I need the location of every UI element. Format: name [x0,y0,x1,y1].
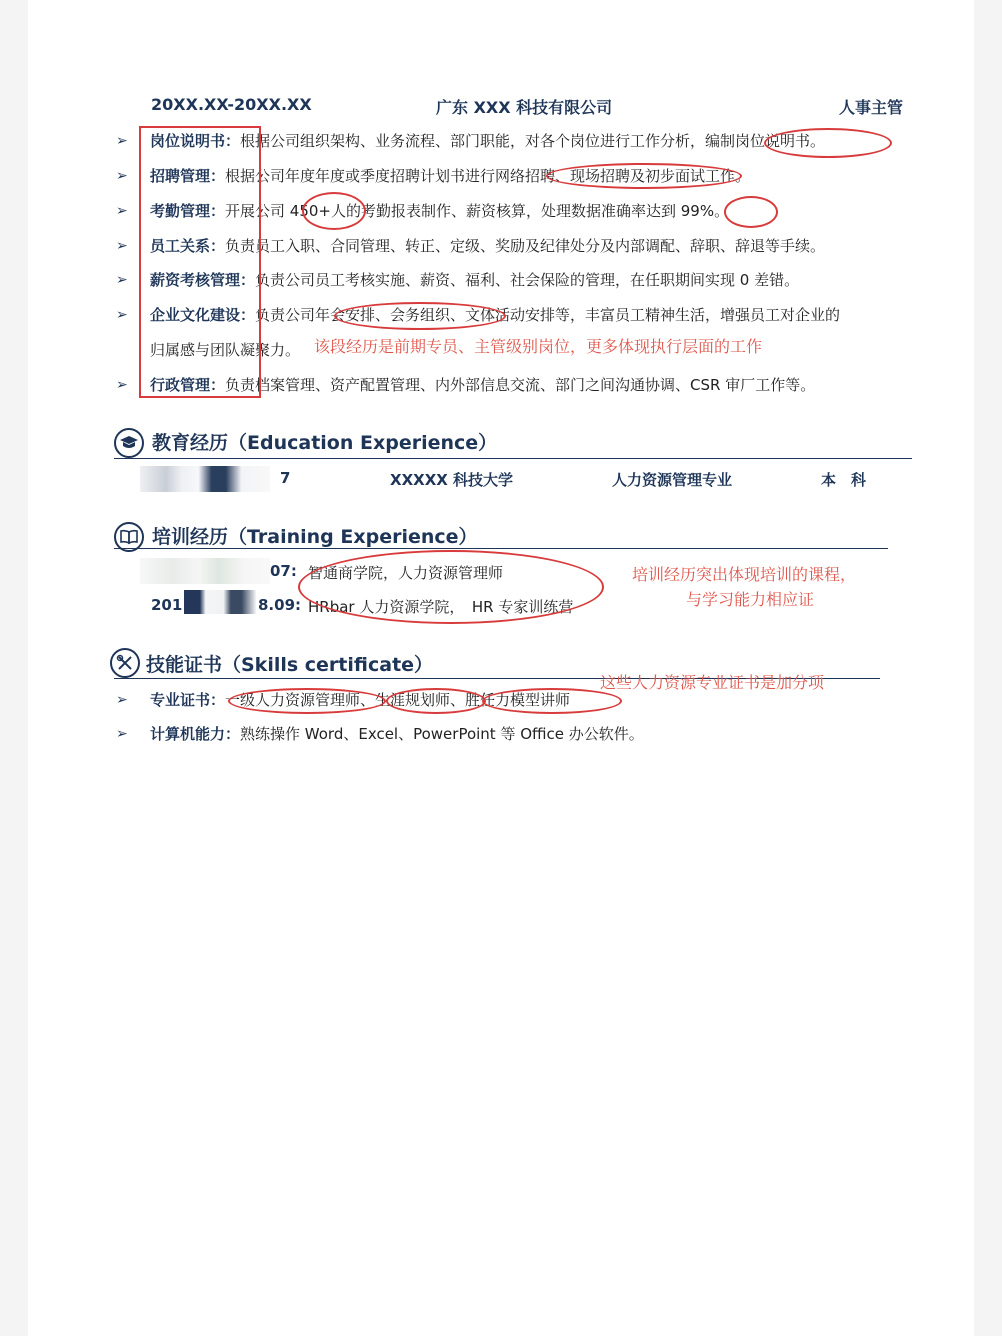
label-highlight-box [139,126,261,398]
skills-section-title: 技能证书（Skills certificate） [146,654,434,676]
blurred-date [184,590,256,614]
resume-page: 20XX.XX-20XX.XX 广东 XXX 科技有限公司 人事主管 ➢ 岗位说明书：根据公司组织架构、业务流程、部门职能，对各个岗位进行工作分析，编制岗位说明书。 ➢ 招聘管理：根据公司年度年度或季度招聘计划书进行网络招聘、现场招聘及初步面试工作。 ➢ 考勤管理：开展公司 450+人的考勤报表制作、薪资核算，处理数据准确率达到 99%。 ➢ 员工关系：负责员工入职、合同管理、转正、定级、奖励及纪律处分及内部调配、辞职、辞退等手续。 ➢ 薪资考核管理：负责公司员工考核实施、薪资、福利、社会保险的管理，在任职期间实现 0 差错。 ➢ 企业文化建设：负责公司年会安排、会务组织、文体活动安排等，丰富员工精神生活，增强员工对企业的 归属感与团队凝聚力。 该段经历是前期专员、主管级别岗位，更多体现执行层面的工作 ➢ 行政管理：负责档案管理、资产配置管理、内外部信息交流、部门之间沟通协调、CSR 审厂工作等。 教育经历（Education Experience） 7 XXXXX 科技大学 人力资源管理专业 本 科 培训经历（Training Experience） 07: 智通商学院，人力资源管理师 201 8.09: HRbar 人力资源学院， HR 专家训练营 培训经历突出体现培训的课程， 与学习能力相应证 技能证书（Skills certificate） 这些人力资源专业证书是加分项 ➢ 专业证书：一级人力资源管理师、生涯规划师、胜任力模型讲师 ➢ 计算机能力：熟练操作 Word、Excel、PowerPoint 等 Office 办公软件。 [28,0,974,1336]
training-date-prefix: 201 [151,596,183,614]
highlight-ellipse [302,192,366,230]
arrow-bullet-icon: ➢ [116,203,128,219]
arrow-bullet-icon: ➢ [116,307,128,323]
education-major: 人力资源管理专业 [612,471,733,489]
training-date: 8.09: [258,596,302,614]
highlight-ellipse [764,128,892,158]
training-section-title: 培训经历（Training Experience） [152,526,478,548]
education-school: XXXXX 科技大学 [390,471,514,489]
section-divider [114,548,888,549]
skills-annotation: 这些人力资源专业证书是加分项 [600,673,825,692]
highlight-ellipse [546,163,742,189]
highlight-ellipse [386,688,486,714]
highlight-ellipse [334,302,506,330]
arrow-bullet-icon: ➢ [116,692,128,708]
arrow-bullet-icon: ➢ [116,272,128,288]
highlight-ellipse [298,550,604,624]
training-item-text: 智通商学院，人力资源管理师 [308,564,504,582]
arrow-bullet-icon: ➢ [116,377,128,393]
job-company: 广东 XXX 科技有限公司 [436,98,613,117]
education-degree: 本 科 [821,471,867,489]
experience-annotation: 该段经历是前期专员、主管级别岗位，更多体现执行层面的工作 [314,337,763,356]
highlight-ellipse [228,688,386,714]
education-section-title: 教育经历（Education Experience） [152,432,498,454]
arrow-bullet-icon: ➢ [116,168,128,184]
tools-icon [110,648,140,678]
arrow-bullet-icon: ➢ [116,726,128,742]
arrow-bullet-icon: ➢ [116,238,128,254]
highlight-ellipse [724,196,778,228]
blurred-date [140,558,270,584]
graduation-cap-icon [114,428,144,458]
job-position: 人事主管 [839,98,904,117]
highlight-ellipse [482,688,622,714]
education-date-suffix: 7 [280,469,291,487]
training-date: 07: [270,562,297,580]
arrow-bullet-icon: ➢ [116,133,128,149]
job-period: 20XX.XX-20XX.XX [151,95,312,114]
section-divider [114,458,912,459]
training-annotation: 与学习能力相应证 [686,590,815,609]
training-item-text: HRbar 人力资源学院， HR 专家训练营 [308,598,574,616]
blurred-date [140,466,270,492]
training-annotation: 培训经历突出体现培训的课程， [632,565,857,584]
